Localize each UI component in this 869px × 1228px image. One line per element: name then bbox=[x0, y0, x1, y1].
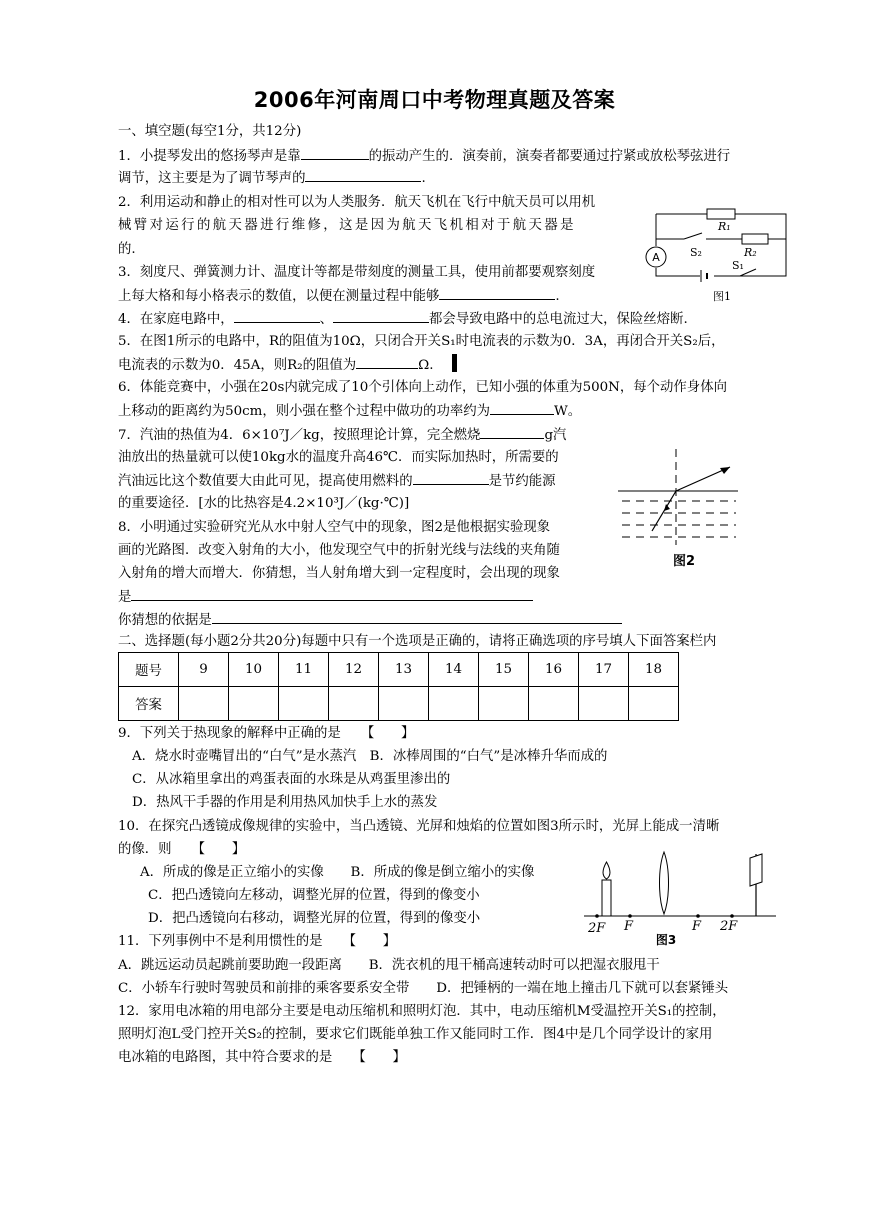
answer-cell[interactable] bbox=[479, 687, 529, 721]
q8-text-d: 是 bbox=[118, 590, 132, 605]
answer-cell[interactable] bbox=[529, 687, 579, 721]
convex-lens bbox=[660, 852, 669, 914]
figure3-caption: 图3 bbox=[655, 933, 677, 947]
table-number-18: 18 bbox=[629, 653, 679, 687]
q1-line1 bbox=[118, 145, 730, 168]
label-f-left: F bbox=[624, 919, 634, 934]
q8-text-e: 你猜想的依据是 bbox=[118, 613, 212, 628]
answer-cell[interactable] bbox=[579, 687, 629, 721]
figure2-refraction bbox=[614, 445, 744, 573]
q8-line5 bbox=[118, 609, 622, 632]
q9-option-ab: A．烧水时壶嘴冒出的“白气”是水蒸汽 B．冰棒周围的“白气”是冰棒升华而成的 bbox=[132, 749, 608, 764]
q9-stem: 9．下列关于热现象的解释中正确的是 【 】 bbox=[118, 726, 415, 741]
q9-option-c: C．从冰箱里拿出的鸡蛋表面的水珠是从鸡蛋里渗出的 bbox=[132, 772, 451, 787]
q3-blank[interactable] bbox=[439, 285, 555, 300]
q9-option-d: D．热风干手器的作用是利用热风加快手上水的蒸发 bbox=[132, 795, 438, 810]
q5-blank[interactable] bbox=[356, 354, 418, 369]
q1-text-b: 的振动产生的．演奏前，演奏者都要通过拧紧或放松琴弦进行 bbox=[368, 149, 731, 164]
figure1-caption: 图1 bbox=[713, 290, 731, 303]
q1-blank2[interactable] bbox=[305, 167, 421, 182]
q12-line2: 照明灯泡L受门控开关S₂的控制，要求它们既能单独工作又能同时工作．图4中是几个同学设计的家用 bbox=[118, 1027, 713, 1042]
answer-cell[interactable] bbox=[429, 687, 479, 721]
table-header-label: 题号 bbox=[119, 653, 179, 687]
table-number-13: 13 bbox=[379, 653, 429, 687]
label-2f-right: 2F bbox=[720, 919, 738, 934]
q7-blank1[interactable] bbox=[480, 424, 544, 439]
figure1-circuit bbox=[644, 196, 794, 306]
point-2f-right bbox=[730, 914, 734, 918]
r2-label: R₂ bbox=[744, 246, 757, 259]
q5-text-b: 电流表的示数为0．45A，则R₂的阻值为 bbox=[118, 358, 357, 373]
q8-blank1[interactable] bbox=[131, 586, 533, 601]
q1-text-d: . bbox=[421, 171, 426, 186]
q2-line1: 2．利用运动和静止的相对性可以为人类服务．航天飞机在飞行中航天员可以用机 bbox=[118, 195, 596, 210]
q3-line1: 3．刻度尺、弹簧测力计、温度计等都是带刻度的测量工具，使用前都要观察刻度 bbox=[118, 265, 596, 280]
q3-line2 bbox=[118, 285, 560, 308]
q4-blank1[interactable] bbox=[234, 308, 320, 323]
q6-text-b: 上移动的距离约为50cm，则小强在整个过程中做功的功率约为 bbox=[118, 404, 490, 419]
q7-text-e: 是节约能源 bbox=[488, 474, 556, 489]
figure3-lens-setup bbox=[580, 848, 780, 948]
flame-icon bbox=[603, 862, 610, 879]
page-title: 2006年河南周口中考物理真题及答案 bbox=[253, 88, 616, 112]
q7-text-b: g汽 bbox=[544, 428, 567, 443]
answer-table-header-row bbox=[119, 653, 679, 687]
q10-stem1: 10．在探究凸透镜成像规律的实验中，当凸透镜、光屏和烛焰的位置如图3所示时，光屏上能成一清晰 bbox=[118, 819, 720, 834]
q8-line4 bbox=[118, 586, 533, 609]
q6-line2 bbox=[118, 400, 581, 423]
q7-text-a: 7．汽油的热值为4．6×10⁷J／kg，按照理论计算，完全燃烧 bbox=[118, 428, 481, 443]
candle bbox=[602, 880, 611, 916]
q6-text-c: W。 bbox=[554, 404, 582, 419]
answer-cell[interactable] bbox=[629, 687, 679, 721]
q12-line3: 电冰箱的电路图，其中符合要求的是 【 】 bbox=[118, 1050, 406, 1065]
q11-option-cd: C．小轿车行驶时驾驶员和前排的乘客要系安全带 D．把锤柄的一端在地上撞击几下就可以套紧锤头 bbox=[118, 981, 729, 996]
q7-line2: 油放出的热量就可以使10kg水的温度升高46℃．而实际加热时，所需要的 bbox=[118, 450, 559, 465]
q7-line4: 的重要途径．[水的比热容是4.2×10³J／(kg·℃)] bbox=[118, 496, 410, 511]
q11-stem: 11．下列事例中不是利用惯性的是 【 】 bbox=[118, 934, 397, 949]
label-2f-left: 2F bbox=[588, 921, 606, 936]
q8-blank2[interactable] bbox=[212, 609, 622, 624]
q2-line2: 械臂对运行的航天器进行维修，这是因为航天飞机相对于航天器是 bbox=[118, 218, 576, 233]
point-f-right bbox=[696, 914, 700, 918]
q3-text-b: 上每大格和每小格表示的数值，以便在测量过程中能够 bbox=[118, 289, 440, 304]
answer-cell[interactable] bbox=[279, 687, 329, 721]
q4-line bbox=[118, 308, 688, 331]
table-number-12: 12 bbox=[329, 653, 379, 687]
answer-cell[interactable] bbox=[229, 687, 279, 721]
q4-blank2[interactable] bbox=[333, 308, 429, 323]
q10-option-ab: A．所成的像是正立缩小的实像 B．所成的像是倒立缩小的实像 bbox=[140, 865, 535, 880]
light-screen bbox=[750, 854, 762, 886]
s1-label: S₁ bbox=[732, 259, 744, 272]
circuit-wire bbox=[656, 268, 700, 276]
answer-cell[interactable] bbox=[329, 687, 379, 721]
q4-text-b: 、 bbox=[319, 312, 334, 327]
q5-line1: 5．在图1所示的电路中，R的阻值为10Ω，只闭合开关S₁时电流表的示数为0．3A，再闭合开关S₂后， bbox=[118, 334, 725, 349]
r1-label: R₁ bbox=[718, 220, 731, 233]
q10-option-d: D．把凸透镜向右移动，调整光屏的位置，得到的像变小 bbox=[148, 911, 481, 926]
q3-text-c: . bbox=[555, 289, 560, 304]
answer-cell[interactable] bbox=[179, 687, 229, 721]
q1-blank1[interactable] bbox=[301, 145, 369, 160]
q2-text-c: 的. bbox=[118, 242, 136, 257]
s2-label: S₂ bbox=[690, 246, 702, 259]
table-number-14: 14 bbox=[429, 653, 479, 687]
q7-line1 bbox=[118, 424, 566, 447]
resistor-r2 bbox=[742, 234, 768, 244]
table-number-10: 10 bbox=[229, 653, 279, 687]
point-2f-left bbox=[595, 914, 599, 918]
table-number-16: 16 bbox=[529, 653, 579, 687]
q10-option-c: C．把凸透镜向左移动，调整光屏的位置，得到的像变小 bbox=[148, 888, 480, 903]
table-number-17: 17 bbox=[579, 653, 629, 687]
table-number-9: 9 bbox=[179, 653, 229, 687]
q1-text-c: 调节，这主要是为了调节琴声的 bbox=[118, 171, 306, 186]
q5-text-c: Ω. bbox=[418, 358, 434, 373]
section1-heading: 一、填空题(每空1分，共12分) bbox=[118, 124, 302, 139]
switch-s2 bbox=[684, 233, 702, 239]
q7-text-d: 汽油远比这个数值要大由此可见，提高使用燃料的 bbox=[118, 474, 413, 489]
table-answer-label: 答案 bbox=[119, 687, 179, 721]
cursor-mark bbox=[452, 354, 457, 372]
table-number-11: 11 bbox=[279, 653, 329, 687]
q10-stem2: 的像．则 【 】 bbox=[118, 842, 246, 857]
q8-line3: 入射角的增大而增大．你猜想，当人射角增大到一定程度时，会出现的现象 bbox=[118, 566, 560, 581]
point-f-left bbox=[628, 914, 632, 918]
resistor-r1 bbox=[707, 209, 735, 219]
q11-option-ab: A．跳远运动员起跳前要助跑一段距离 B．洗衣机的甩干桶高速转动时可以把湿衣服甩干 bbox=[118, 958, 660, 973]
q4-text-c: 都会导致电路中的总电流过大，保险丝熔断. bbox=[429, 312, 688, 327]
q1-line2 bbox=[118, 167, 426, 190]
q4-text-a: 4．在家庭电路中， bbox=[118, 312, 234, 327]
answer-table-answer-row bbox=[119, 687, 679, 721]
q8-line2: 画的光路图．改变入射角的大小，他发现空气中的折射光线与法线的夹角随 bbox=[118, 543, 560, 558]
q6-blank[interactable] bbox=[490, 400, 554, 415]
section2-heading: 二、选择题(每小题2分共20分)每题中只有一个选项是正确的，请将正确选项的序号填人下面答案栏内 bbox=[118, 634, 717, 649]
table-number-15: 15 bbox=[479, 653, 529, 687]
q8-line1: 8．小明通过实验研究光从水中射人空气中的现象，图2是他根据实验现象 bbox=[118, 520, 551, 535]
figure2-caption: 图2 bbox=[672, 554, 696, 569]
answer-table bbox=[118, 652, 679, 721]
q7-blank2[interactable] bbox=[413, 470, 489, 485]
q5-line2 bbox=[118, 354, 434, 377]
q2-line3 bbox=[118, 238, 136, 261]
q1-text-a: 1．小提琴发出的悠扬琴声是靠 bbox=[118, 149, 301, 164]
q12-line1: 12．家用电冰箱的用电部分主要是电动压缩机和照明灯泡．其中，电动压缩机M受温控开关S₁的控制， bbox=[118, 1004, 726, 1019]
answer-cell[interactable] bbox=[379, 687, 429, 721]
ammeter-label: A bbox=[652, 251, 660, 264]
q7-line3 bbox=[118, 470, 556, 493]
q6-line1: 6．体能竞赛中，小强在20s内就完成了10个引体向上动作，已知小强的体重为500N，每个动作身体向 bbox=[118, 380, 727, 395]
label-f-right: F bbox=[692, 919, 702, 934]
